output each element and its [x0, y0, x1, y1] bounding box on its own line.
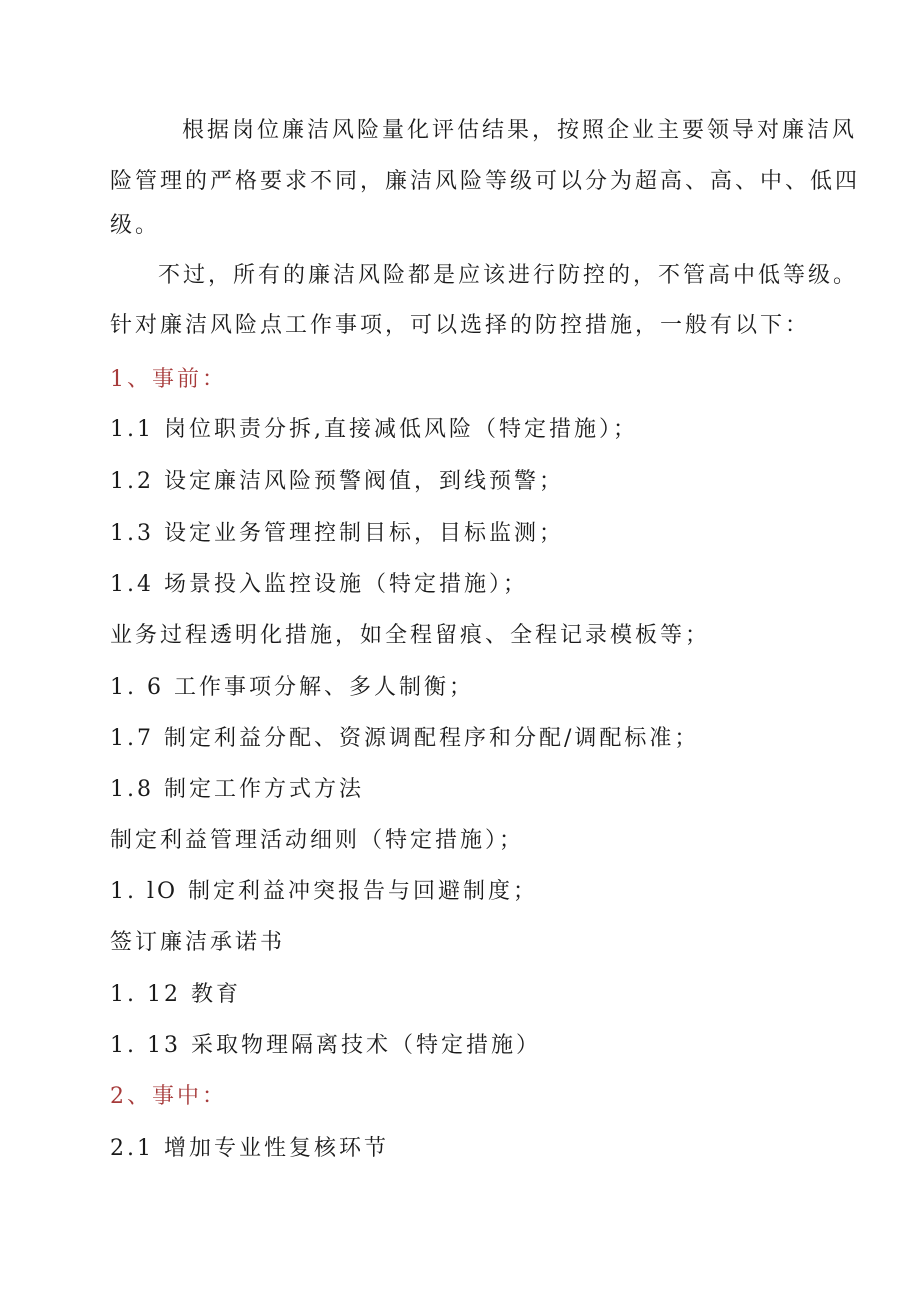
list-item: 1. 13 采取物理隔离技术（特定措施） — [110, 1033, 541, 1058]
list-item: 1. lO 制定利益冲突报告与回避制度； — [110, 879, 539, 904]
list-item: 业务过程透明化措施，如全程留痕、全程记录模板等； — [110, 623, 711, 648]
list-item: 签订廉洁承诺书 — [110, 930, 286, 955]
list-item: 1.8 制定工作方式方法 — [110, 777, 364, 802]
list-item: 1.3 设定业务管理控制目标，目标监测； — [110, 521, 564, 546]
para2-line-1: 不过，所有的廉洁风险都是应该进行防控的，不管高中低等级。 — [158, 263, 859, 288]
intro-line-3: 级。 — [110, 213, 161, 238]
section1-heading: 1、事前： — [110, 367, 227, 392]
section2-heading: 2、事中： — [110, 1084, 227, 1109]
list-item: 1.4 场景投入监控设施（特定措施）； — [110, 572, 528, 597]
intro-line-1: 根据岗位廉洁风险量化评估结果，按照企业主要领导对廉洁风 — [182, 118, 858, 143]
list-item: 1.2 设定廉洁风险预警阀值，到线预警； — [110, 469, 564, 494]
list-item: 1. 6 工作事项分解、多人制衡； — [110, 675, 474, 700]
intro-line-2: 险管理的严格要求不同，廉洁风险等级可以分为超高、高、中、低四 — [110, 169, 861, 194]
list-item: 2.1 增加专业性复核环节 — [110, 1136, 389, 1161]
para2-line-2: 针对廉洁风险点工作事项，可以选择的防控措施，一般有以下： — [110, 313, 811, 338]
list-item: 1.1 岗位职责分拆,直接减低风险（特定措施）； — [110, 417, 638, 442]
list-item: 制定利益管理活动细则（特定措施）； — [110, 828, 525, 853]
list-item: 1.7 制定利益分配、资源调配程序和分配/调配标准； — [110, 726, 700, 751]
list-item: 1. 12 教育 — [110, 982, 241, 1007]
